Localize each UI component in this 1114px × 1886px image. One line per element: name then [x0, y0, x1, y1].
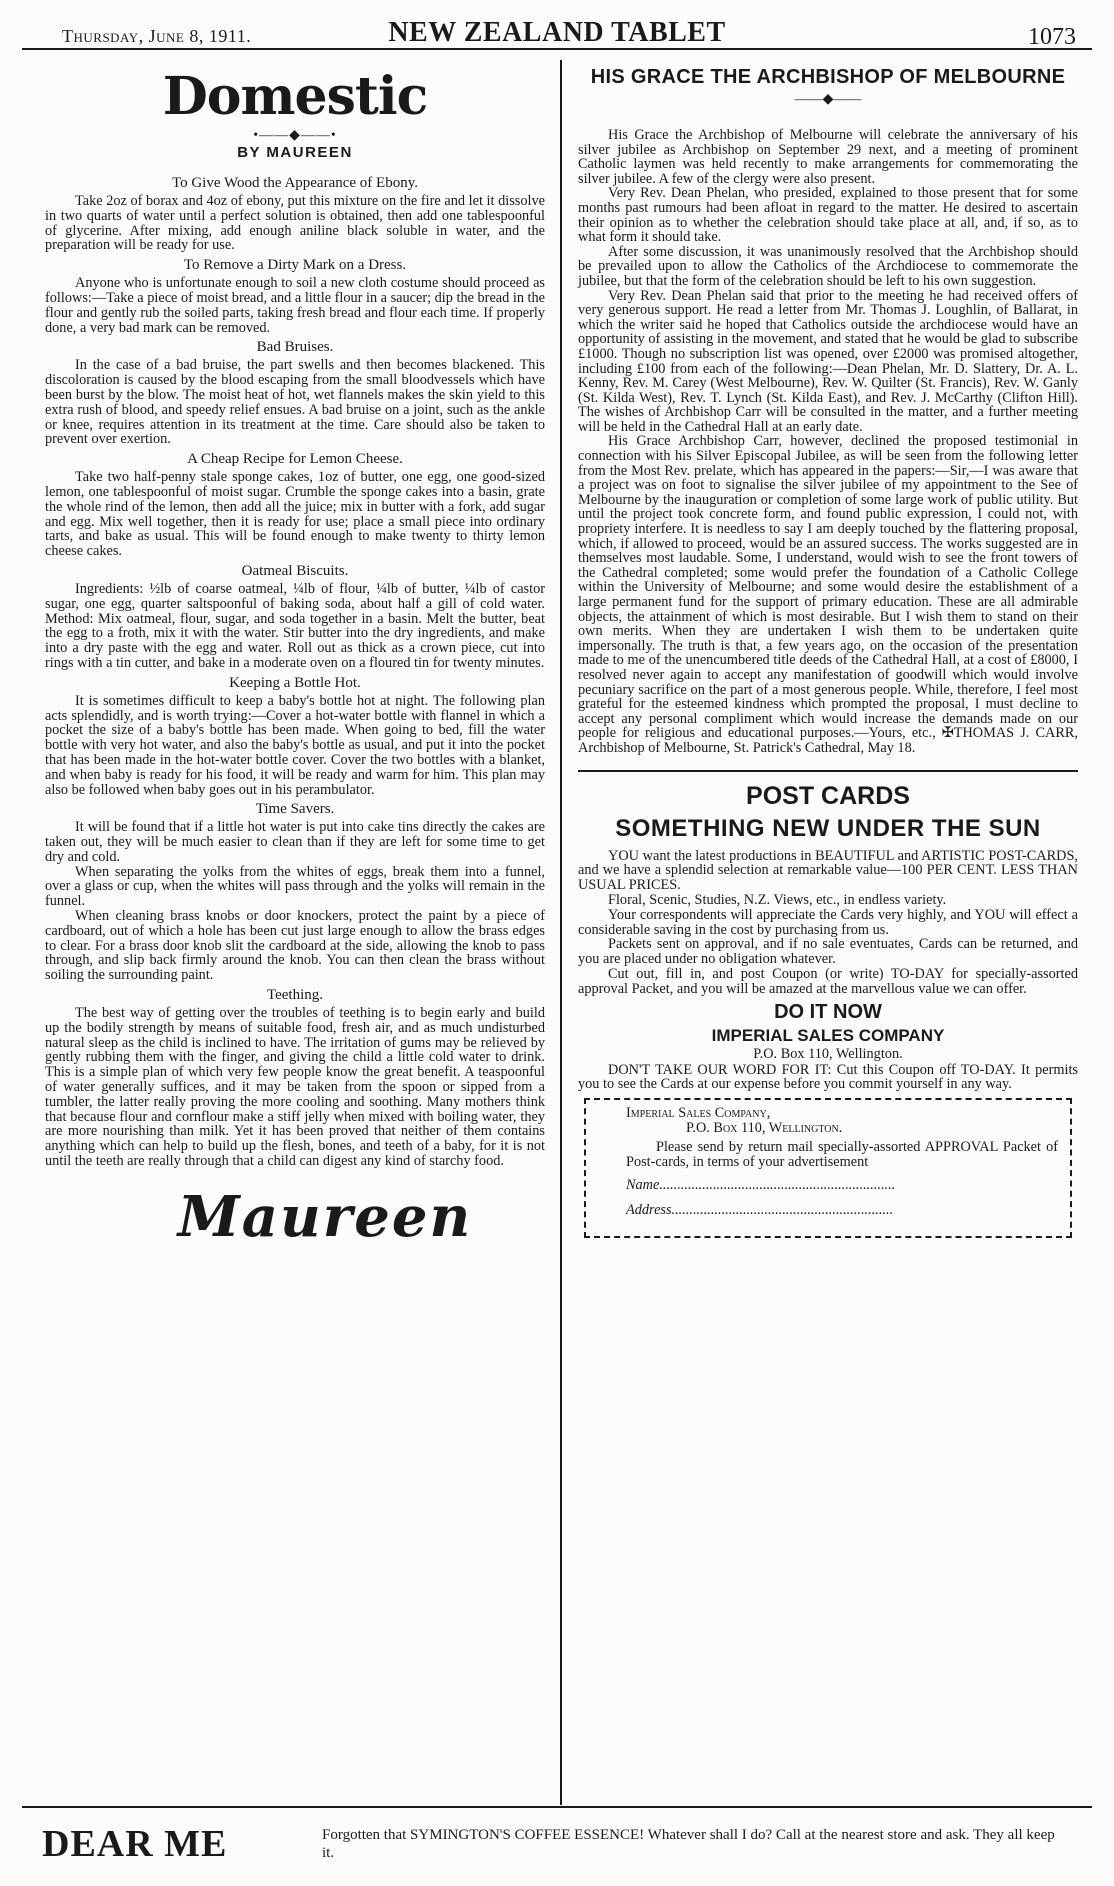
footer-rule [22, 1806, 1092, 1808]
newspaper-title: NEW ZEALAND TABLET [388, 17, 726, 48]
domestic-title: Domestic [162, 66, 428, 127]
ad-paragraph: Floral, Scenic, Studies, N.Z. Views, etc., in endless variety. [608, 891, 947, 908]
recipe-heading: To Give Wood the Appearance of Ebony. [171, 175, 418, 191]
do-it-now: DO IT NOW [774, 1000, 882, 1023]
ad-headline: SOMETHING NEW UNDER THE SUN [615, 814, 1041, 842]
byline: BY MAUREEN [237, 144, 353, 161]
ad-paragraph: YOU want the latest productions in BEAUTIFUL and ARTISTIC POST-CARDS, and we have a splendid selection at remarkable value—100 PER CENT. LESS THAN USUAL PRICES. [578, 847, 1078, 894]
recipe-heading: Keeping a Bottle Hot. [229, 674, 361, 691]
recipe-paragraph: Take two half-penny stale sponge cakes, 1oz of butter, one egg, one good-sized lemon, one tablespoonful of moist sugar. Crumble the sponge cakes into a basin, grate the whole rind of the lemon, then add all the juice; mix in butter with a fork, add sugar and egg. Mix well together, then it is ready for use; place a small piece into ordinary tarts, and bake as usual. This will be found enough to make twenty to thirty lemon cheese cakes. [45, 469, 545, 560]
domestic-column [45, 62, 546, 1250]
archbishop-article [578, 128, 1078, 756]
ad-body [578, 849, 1078, 997]
coupon-name-field[interactable]: Name.................................................................. [626, 1177, 896, 1194]
ad-paragraph: Cut out, fill in, and post Coupon (or write) TO-DAY for specially-assorted approval Packet, and you will be amazed at the marvellous value we can offer. [578, 965, 1078, 997]
title-ornament: •——◆——• [253, 128, 337, 143]
article-paragraph: His Grace Archbishop Carr, however, declined the proposed testimonial in connection with his Silver Episcopal Jubilee, as will be seen from the following letter from the Most Rev. prelate, which has appeared in the papers:—Sir,—I was aware that a project was on foot to signalise the silver jubilee of my appointment to the See of Melbourne by the inauguration or completion of some large work of public utility. But until the project took concrete form, and found public expression, I could not, with propriety interfere. It is needless to say I am deeply touched by the flattering proposal, which, if allowed to proceed, would be an assured success. The works suggested are in themselves most laudable. Some, I understand, would wish to see the front towers of the Cathedral completed; some would prefer the foundation of a Catholic College within the University of Melbourne; and some would desire the establishment of a large permanent fund for the support of primary education. These are all admirable objects, the attainment of which is most desirable. But I wish them to stand on their own merits. When they are undertaken I wish them to be undertaken quite impersonally. The truth is that, a few years ago, on the occasion of the presentation made to me of the unencumbered title deeds of the Cathedral Hall, at a cost of £8000, I resolved never again to accept any manifestation of goodwill which would involve pecuniary sacrifice on the part of a most generous people. While, therefore, I feel most grateful for the esteemed kindness which prompted the proposal, I must decline to accept any personal compliment which would increase the demands made on our people for religious and educational purposes.—Yours, etc., ✠THOMAS J. CARR, Archbishop of Melbourne, St. Patrick's Cathedral, May 18. [578, 433, 1078, 756]
coupon-address-field[interactable]: Address.............................................................. [626, 1202, 894, 1219]
right-column [578, 62, 1078, 1238]
article-paragraph: His Grace the Archbishop of Melbourne will celebrate the anniversary of his silver jubilee as Archbishop on September 29 next, and a meeting of prominent Catholic laymen was held recently to make arrangements for commemorating the silver jubilee. A few of the clergy were also present. [578, 127, 1078, 187]
coupon-pobox: P.O. Box 110, Wellington. [686, 1120, 843, 1137]
recipe-heading: To Remove a Dirty Mark on a Dress. [183, 257, 407, 274]
recipe-paragraph: In the case of a bad bruise, the part swells and then becomes blackened. This discoloration is caused by the blood escaping from the small bloodvessels which have been burst by the blow. The moist heat of hot, wet flannels makes the skin yield to this extra rush of blood, and speedy relief ensues. A bad bruise on a joint, such as the ankle or knee, requires attention in its treatment at the time. Care should also be taken to prevent over exertion. [45, 357, 545, 448]
signature-maureen: Maureen [177, 1183, 473, 1250]
page-header [22, 14, 1092, 50]
recipe-paragraph: Take 2oz of borax and 4oz of ebony, put this mixture on the fire and let it dissolve in two quarts of water until a perfect solution is obtained, then add one tablespoonful of glycerine. After mixing, add enough aniline black soluble in water, and the preparation will be ready for use. [45, 193, 545, 254]
article-paragraph: After some discussion, it was unanimously resolved that the Archbishop should be prevailed upon to allow the Catholics of the Archdiocese to commemorate the jubilee, but that the form of the celebration should be left to his own suggestion. [578, 243, 1078, 289]
recipe-heading: A Cheap Recipe for Lemon Cheese. [187, 451, 403, 468]
recipe-paragraph: It will be found that if a little hot water is put into cake tins directly the cakes are taken out, they will be much easier to clean than if they are left for some time to get dry and cold. [45, 819, 545, 865]
coupon-request: Please send by return mail specially-assorted APPROVAL Packet of Post-cards, in terms of your advertisement [626, 1139, 1058, 1171]
postcards-advertisement [578, 782, 1078, 1239]
ad-paragraph: Your correspondents will appreciate the Cards very highly, and YOU will effect a considerable saving in the cost by purchasing from us. [578, 906, 1078, 938]
company-name: IMPERIAL SALES COMPANY [711, 1025, 945, 1045]
article-paragraph: Very Rev. Dean Phelan, who presided, explained to those present that for some months past rumours had been afloat in regard to the matter. He desired to ascertain their opinion as to whether the celebration should take place at all, and, if so, as to what form it should take. [578, 185, 1078, 246]
company-address: P.O. Box 110, Wellington. [753, 1045, 903, 1062]
ad-divider [578, 770, 1078, 772]
recipe-heading: Oatmeal Biscuits. [241, 562, 349, 579]
column-divider [560, 60, 562, 1805]
footer-text: Forgotten that SYMINGTON'S COFFEE ESSENCE! Whatever shall I do? Call at the nearest store and ask. They all keep it. [322, 1827, 1055, 1861]
ad-title: POST CARDS [746, 781, 910, 810]
archbishop-title: HIS GRACE THE ARCHBISHOP OF MELBOURNE [590, 66, 1066, 88]
recipe-heading: Time Savers. [255, 801, 335, 818]
recipe-paragraph: When cleaning brass knobs or door knockers, protect the paint by a piece of cardboard, out of which a hole has been cut just large enough to allow the brass edges to clear. For a brass door knob slit the cardboard at the side, allowing the knob to pass through, and slip back firmly around the knob. You can then clean the brass without soiling the surrounding paint. [45, 908, 545, 984]
recipe-paragraph: Ingredients: ½lb of coarse oatmeal, ¼lb of flour, ¼lb of butter, ¼lb of castor sugar, one egg, quarter saltspoonful of baking soda, about half a gill of cold water. Method: Mix oatmeal, flour, sugar, and soda together in a basin. Melt the butter, beat the egg to a froth, mix it with the water. Stir butter into the dry ingredients, and make into a dry paste with the egg and water. Roll out as thick as a crown piece, cut into rings with a tin cutter, and bake in a moderate oven on a floured tin for twenty minutes. [45, 580, 545, 671]
article-paragraph: Very Rev. Dean Phelan said that prior to the meeting he had received offers of very generous support. He read a letter from Mr. Thomas J. Loughlin, of Ballarat, in which the writer said he hoped that Catholics outside the archdiocese would have an opportunity of assisting in the movement, and stated that he would be glad to subscribe £1000. Though no subscription list was opened, over £2000 was promised altogether, including £100 from each of the following:—Dean Phelan, Mr. D. Slattery, Dr. A. L. Kenny, Rev. M. Carey (West Melbourne), Rev. W. Quilter (St. Francis), Rev. W. Ganly (St. Kilda West), Rev. T. Lynch (St. Kilda East), and Rev. J. McCarthy (Clifton Hill). The wishes of Archbishop Carr will be consulted in the matter, and a further meeting will be held in the Cathedral Hall at an early date. [578, 287, 1078, 435]
domestic-body [45, 175, 545, 1169]
archbishop-ornament: ——◆—— [794, 92, 862, 107]
recipe-paragraph: Anyone who is unfortunate enough to soil a new cloth costume should proceed as follows:—Take a piece of moist bread, and a little flour in a saucer; dip the bread in the flour and gently rub the soiled parts, taking fresh bread and flour each time. If properly done, a very bad mark can be removed. [45, 275, 546, 336]
recipe-paragraph: It is sometimes difficult to keep a baby's bottle hot at night. The following plan acts splendidly, and is worth trying:—Cover a hot-water bottle with flannel in which a pocket the size of a baby's bottle has been made. When going to bed, fill the water bottle with very hot water, and also the baby's bottle as usual, and put it into the pocket that has been made in the hot-water bottle cover. Cover the two bottles with a blanket, and when baby is ready for his food, it will be ready and warm for him. This plan may also be followed when baby goes out in his perambulator. [45, 692, 545, 798]
recipe-heading: Teething. [266, 987, 323, 1004]
recipe-paragraph: The best way of getting over the troubles of teething is to begin early and build up the bodily strength by means of suitable food, fresh air, and as much undisturbed natural sleep as the child is inclined to have. The irritation of gums may be relieved by gently rubbing them with the finger, and giving the child a little cold water to drink. This is a simple plan of which very few people know the great benefit. A teaspoonful of water generally suffices, and it may be taken from the spoon or sipped from a tumbler, the latter really proving the more cooling and soothing. Many mothers think that because flour and cornflour make a stiff jelly when mixed with boiling water, they are more nourishing than milk. Yet it has been proved that neither of them contains anything which can help to build up the flesh, bones, and teeth of a baby, for it is not until the teeth are really through that a child can digest any kind of starchy food. [45, 1005, 545, 1170]
ad-paragraph: Packets sent on approval, and if no sale eventuates, Cards can be returned, and you are placed under no obligation whatever. [578, 936, 1078, 968]
page-number: 1073 [1028, 24, 1076, 50]
dont-take-text: DON'T TAKE OUR WORD FOR IT: Cut this Coupon off TO-DAY. It permits you to see the Cards at our expense before you commit yourself in any way. [578, 1061, 1078, 1093]
issue-date: Thursday, June 8, 1911. [62, 26, 252, 46]
footer-advertisement [22, 1812, 1092, 1882]
coupon[interactable] [584, 1098, 1072, 1238]
coupon-company: Imperial Sales Company, [626, 1105, 771, 1122]
recipe-heading: Bad Bruises. [256, 339, 334, 356]
recipe-paragraph: When separating the yolks from the whites of eggs, break them into a funnel, over a glass or cup, when the whites will pass through and the yolks will remain in the funnel. [45, 863, 545, 910]
footer-headline: DEAR ME [42, 1823, 228, 1865]
